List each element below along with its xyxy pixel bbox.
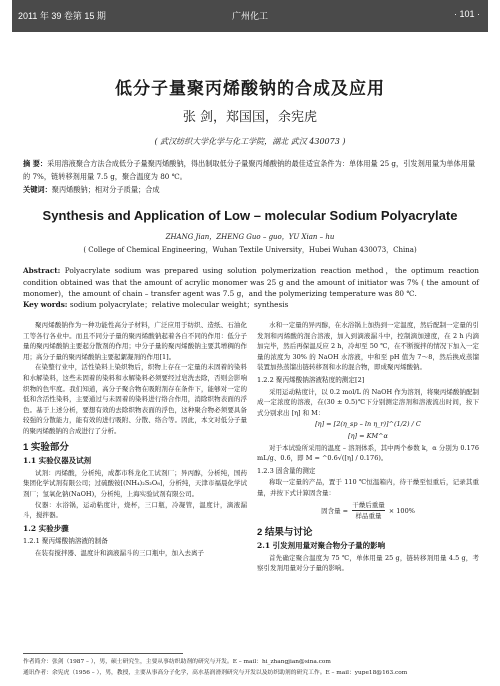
- equation-3-left: 固含量 =: [321, 506, 349, 515]
- section-1-1-heading: 1.1 实验仪器及试剂: [23, 456, 92, 466]
- keywords-zh-label: 关键词：: [23, 185, 52, 194]
- abstract-zh-text: 采用溶液聚合方法合成低分子量聚丙烯酸钠，得出制取低分子量聚丙烯酸钠的最佳适宜条件为：单体用量 25 g，引发剂用量为单体用量的 7%，链转移剂用量 7.5 g，聚合温度为 80 ℃。: [23, 159, 476, 181]
- prep-paragraph-cont: 水和一定量的异丙醇，在水浴锅上加热到一定温度，然后配制一定量的引发剂和丙烯酸的混合溶液，加入到滴液漏斗中，控制滴加速度，在 2 h 内滴加完毕，然后再保温反应 2 h，冷却至 50 ℃，在不断搅拌的情况下加入一定量的浓度为 30% 的 NaOH 水溶液，中和至 pH 值为 7～8，然后换成蒸馏装置加热蒸馏出链转移剂和水的混合物，即成聚丙烯酸钠。: [257, 321, 479, 372]
- section-1-2-1-heading: 1.2.1 聚丙烯酸钠溶液的制备: [23, 537, 108, 546]
- prep-paragraph: 在装有搅拌器、温度计和滴液漏斗的三口瓶中，加入去离子: [35, 548, 204, 557]
- instruments-paragraph: 仪器：水浴锅，运动粘度计，烧杯，三口瓶，冷凝管，温度计，滴液漏斗，搅拌器。: [23, 500, 247, 520]
- affiliation: ( 武汉纺织大学化学与化工学院，湖北 武汉 430073 ): [154, 137, 346, 146]
- authors-en: ZHANG Jian，ZHENG Guo – guo，YU Xian – hu: [165, 233, 335, 241]
- equation-2: [η] = KM^α: [348, 431, 388, 440]
- initiator-paragraph: 首先确定聚合温度为 75 ℃，单体用量 25 g，链转移剂用量 4.5 g，考察引发剂用量对分子量的影响。: [257, 553, 479, 573]
- authors: 张 剑，郑国国，余宪虎: [182, 110, 318, 125]
- section-1-2-heading: 1.2 实验步骤: [23, 523, 69, 533]
- equation-3: [257, 500, 479, 522]
- abstract-zh-label: 摘 要：: [23, 159, 48, 168]
- parameters-paragraph: 对于本试验所采用的温度 – 溶剂体系，其中两个参数 k，α 分别为 0.176 mL/g、0.6，即 M = ^0.6√([η] / 0.176)。: [257, 443, 479, 463]
- equation-3-right: × 100%: [388, 506, 415, 515]
- keywords-zh-text: 聚丙烯酸钠；相对分子质量；合成: [51, 185, 160, 194]
- equation-1: [η] = [2(η_sp – ln η_r)]^(1/2) / C: [315, 420, 421, 429]
- footnote-corresponding: 通讯作者：余宪虎（1956 – ），男，教授，主要从事高分子化学，高水基润滑剂研究与开发以及纺织助剂的研究工作。E – mail：yupe18@163.com: [23, 670, 408, 676]
- header-journal: 广州化工: [231, 11, 268, 21]
- keywords-zh: [23, 183, 479, 196]
- abstract-zh: [23, 157, 479, 183]
- intro-paragraph-1: 聚丙烯酸钠作为一种功能性高分子材料，广泛应用于纺织、造纸、石油化工等各行各业中。而且不同分子量的聚丙烯酸钠起着各自不同的作用：低分子量的聚丙烯酸钠主要起分散剂的作用；中分子量的聚丙烯酸钠主要其增稠的作用；高分子量的聚丙烯酸钠主要起絮凝剂的作用[1]。: [23, 321, 247, 361]
- equation-3-fraction: [352, 500, 385, 522]
- title-en: Synthesis and Application of Low – molecular Sodium Polyacrylate: [42, 208, 458, 223]
- viscosity-paragraph: 采用运动粘度计，以 0.2 mol/L 的 NaOH 作为溶剂，将聚丙烯酸钠配制成一定浓度的溶液，在(30 ± 0.5)℃下分别测定溶剂和溶液流出时间，按下式分别求出 [η] 和 M：: [257, 387, 479, 417]
- abstract-en: [23, 265, 479, 300]
- header-page-number: · 101 ·: [453, 9, 480, 19]
- running-header: [12, 0, 488, 32]
- right-column: [257, 320, 479, 574]
- solid-content-paragraph: 称取一定量的产品，置于 110 ℃恒温箱内，待干燥至恒重后，记录其重量，并按下式计算固含量：: [257, 478, 479, 497]
- affiliation-en: ( College of Chemical Engineering，Wuhan Textile University，Hubei Wuhan 430073，China): [83, 246, 417, 254]
- keywords-en-text: sodium polyacrylate；relative molecular weight；synthesis: [69, 300, 289, 309]
- intro-paragraph-2: 在染整行业中，活性染料上染织物后，织物上存在一定量的未固着的染料和水解染料，这些未固着的染料和水解染料必须要经过皂洗去除，否则会影响织物的色牢度。我们知道，高分子聚合物在吸附剂存在条件下，能够对一定的低和含活性染料，主要通过与未固着的染料进行络合作用，消除织物表面的浮色。基于上述分析，要想有效的去除织物表面的浮色，这种聚合物必须要具备较强的分散能力，能有效的进行吸附、分散、络合等。因此，本文对低分子量的聚丙烯酸钠的合成进行了分析。: [23, 363, 247, 435]
- section-1-2-3-heading: 1.2.3 固含量的测定: [257, 466, 316, 475]
- abstract-en-label: Abstract:: [23, 266, 61, 275]
- equation-3-denominator: 样品重量: [355, 512, 382, 521]
- paper-title: 低分子量聚丙烯酸钠的合成及应用: [115, 79, 385, 99]
- keywords-en: [23, 300, 479, 310]
- abstract-en-text: Polyacrylate sodium was prepared using solution polymerization reaction method，the optimum reaction condition obtained was that the amount of acrylic monomer was 25 g and the amount of initiator was 7% ( the amount of monomer)，the amount of chain – transfer agent was 7.5 g，and the polymerizing temperature was 80 ℃.: [23, 266, 480, 298]
- section-2-heading: 2 结果与讨论: [257, 526, 313, 538]
- equation-3-numerator: 干燥后重量: [352, 500, 385, 512]
- header-issue: 2011 年 39 卷第 15 期: [18, 11, 106, 21]
- footnote-author: 作者简介：张剑（1987 – ），男，硕士研究生，主要从事纺织助剂的研究与开发。E – mail：hi_zhangjian@sina.com: [23, 659, 331, 665]
- section-1-heading: 1 实验部分: [23, 441, 69, 453]
- footnote-divider: [23, 653, 183, 654]
- reagents-paragraph: 试剂：丙烯酸，分析纯，成都市科龙化工试剂厂；异丙醇，分析纯，国药集团化学试剂有限公司；过硫酸铵[(NH₄)₂S₂O₈]，分析纯，天津市福晨化学试剂厂；氢氧化钠(NaOH)，分析纯，上海实验试剂有限公司。: [23, 468, 247, 498]
- keywords-en-label: Key words:: [23, 300, 68, 309]
- section-1-2-2-heading: 1.2.2 聚丙烯酸钠溶液粘度的测定[2]: [257, 375, 365, 384]
- section-2-1-heading: 2.1 引发剂用量对聚合物分子量的影响: [257, 541, 386, 551]
- left-column: [23, 320, 247, 558]
